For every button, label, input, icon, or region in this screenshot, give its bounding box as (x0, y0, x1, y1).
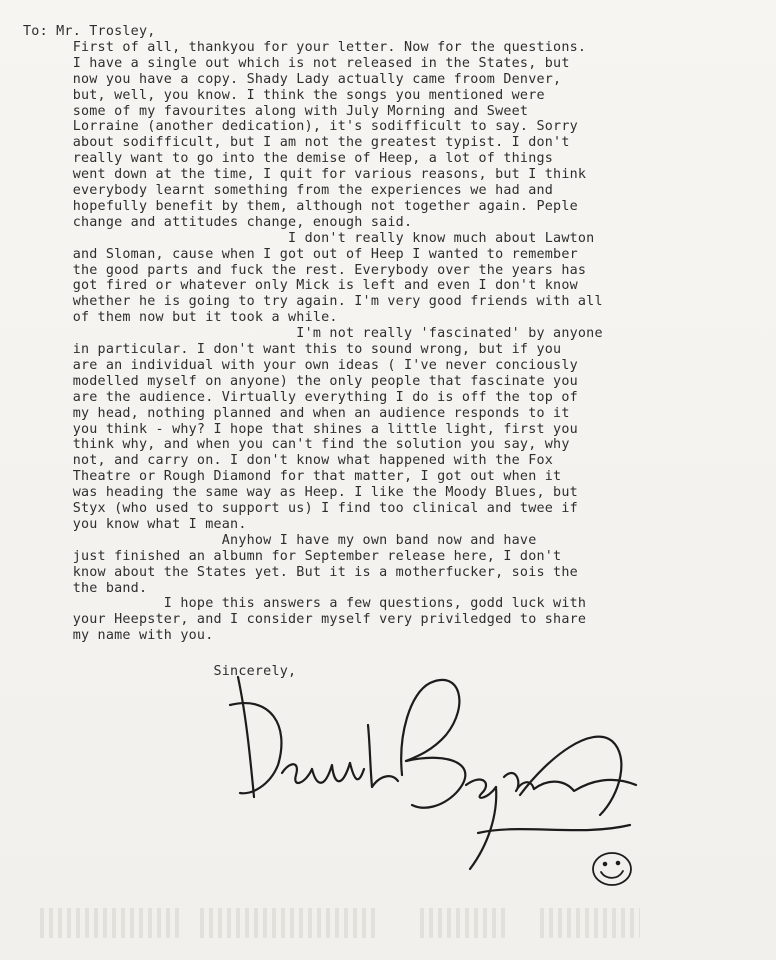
letter-line: you think - why? I hope that shines a little light, first you (23, 421, 578, 437)
letter-line: modelled myself on anyone) the only people that fascinate you (23, 373, 578, 389)
letter-line: but, well, you know. I think the songs you mentioned were (23, 87, 545, 103)
letter-line: change and attitudes change, enough said. (23, 214, 413, 230)
letter-line: know about the States yet. But it is a motherfucker, sois the (23, 564, 578, 580)
letter-line: I don't really know much about Lawton (23, 230, 595, 246)
letter-line: about sodifficult, but I am not the greatest typist. I don't (23, 135, 570, 151)
letter-line: think why, and when you can't find the solution you say, why (23, 437, 570, 453)
closing-line: Sincerely, (213, 664, 297, 679)
letter-line: I have a single out which is not released in the States, but (23, 55, 570, 71)
bleed-through-marks (200, 908, 380, 938)
letter-line: I'm not really 'fascinated' by anyone (23, 326, 603, 342)
letter-line: Styx (who used to support us) I find too clinical and twee if (23, 501, 578, 516)
letter-line: Theatre or Rough Diamond for that matter, I got out when it (23, 469, 562, 485)
letter-line: your Heepster, and I consider myself very priviledged to share (23, 612, 587, 628)
bleed-through-marks (540, 908, 640, 938)
bleed-through-marks (420, 908, 510, 938)
letter-line: are an individual with your own ideas ( I've never conciously (23, 357, 578, 373)
letter-line: in particular. I don't want this to sound wrong, but if you (23, 342, 562, 357)
letter-line: and Sloman, cause when I got out of Heep I wanted to remember (23, 246, 578, 262)
letter-line: got fired or whatever only Mick is left and even I don't know (23, 278, 578, 294)
letter-line: everybody learnt something from the experiences we had and (23, 183, 554, 198)
letter-line: was heading the same way as Heep. I like the Moody Blues, but (23, 485, 578, 501)
letter-line: I hope this answers a few questions, godd luck with (23, 596, 587, 612)
letter-line: you know what I mean. (23, 516, 247, 532)
letter-line: First of all, thankyou for your letter. Now for the questions. (23, 39, 587, 55)
letter-line: the good parts and fuck the rest. Everybody over the years has (23, 262, 587, 278)
smiley-face-doodle (588, 848, 636, 890)
letter-line: some of my favourites along with July Morning and Sweet (23, 103, 529, 119)
bleed-through-marks (40, 908, 180, 938)
letter-line: of them now but it took a while. (23, 310, 338, 326)
letter-line: Lorraine (another dedication), it's sodifficult to say. Sorry (23, 119, 578, 135)
letter-line: now you have a copy. Shady Lady actually came froom Denver, (23, 71, 562, 87)
letter-line: really want to go into the demise of Heep, a lot of things (23, 151, 554, 167)
salutation-line: To: Mr. Trosley, (23, 24, 156, 39)
letter-line: went down at the time, I quit for various reasons, but I think (23, 167, 587, 183)
letter-line: just finished an albumn for September release here, I don't (23, 548, 562, 564)
letter-line: whether he is going to try again. I'm very good friends with all (23, 294, 603, 310)
letter-line: the band. (23, 580, 148, 596)
letter-line: hopefully benefit by them, although not together again. Peple (23, 198, 578, 214)
letter-line: Anyhow I have my own band now and have (23, 532, 537, 548)
letter-line: not, and carry on. I don't know what happened with the Fox (23, 453, 554, 469)
letter-line: my head, nothing planned and when an audience responds to it (23, 405, 570, 421)
letter-line: are the audience. Virtually everything I do is off the top of (23, 389, 578, 405)
letter-line: my name with you. (23, 628, 214, 644)
